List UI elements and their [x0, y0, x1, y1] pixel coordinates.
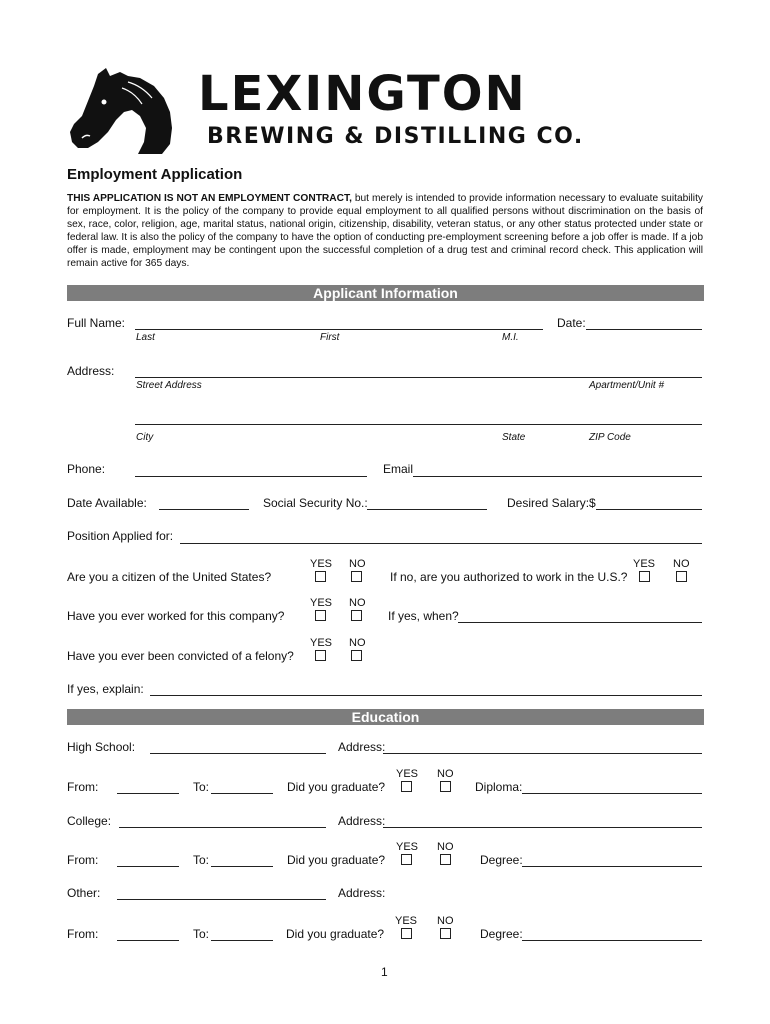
- hs-yes-label: YES: [396, 768, 419, 780]
- citizen-no-checkbox[interactable]: [351, 571, 362, 582]
- street-address-field[interactable]: [135, 377, 702, 378]
- felony-yes-label: YES: [310, 637, 333, 649]
- college-to-label: To:: [193, 853, 210, 867]
- hs-from-label: From:: [67, 780, 99, 794]
- authorized-no-label: NO: [673, 558, 690, 570]
- citizen-no-label: NO: [349, 558, 366, 570]
- college-to-field[interactable]: [211, 866, 273, 867]
- mi-label: M.I.: [502, 332, 519, 343]
- street-address-label: Street Address: [136, 380, 202, 391]
- college-from-label: From:: [67, 853, 99, 867]
- logo-title: LEXINGTON: [198, 66, 527, 122]
- diploma-label: Diploma:: [475, 780, 523, 794]
- felony-no-checkbox[interactable]: [351, 650, 362, 661]
- other-to-field[interactable]: [211, 940, 273, 941]
- city-label: City: [136, 432, 154, 443]
- college-yes-checkbox[interactable]: [401, 854, 412, 865]
- hs-yes-checkbox[interactable]: [401, 781, 412, 792]
- page-title: Employment Application: [67, 166, 243, 183]
- city-state-zip-field[interactable]: [135, 424, 702, 425]
- college-no-checkbox[interactable]: [440, 854, 451, 865]
- other-from-label: From:: [67, 927, 99, 941]
- other-field[interactable]: [117, 899, 326, 900]
- worked-no-checkbox[interactable]: [351, 610, 362, 621]
- authorized-question: If no, are you authorized to work in the U.S.?: [390, 570, 628, 584]
- desired-salary-label: Desired Salary:$: [507, 496, 596, 510]
- other-degree-field[interactable]: [522, 940, 702, 941]
- hs-graduate-question: Did you graduate?: [287, 780, 386, 794]
- logo-subtitle: BREWING & DISTILLING CO.: [207, 124, 584, 149]
- intro-paragraph: [67, 192, 703, 271]
- worked-yes-label: YES: [310, 597, 333, 609]
- state-label: State: [502, 432, 526, 443]
- college-graduate-question: Did you graduate?: [287, 853, 386, 867]
- other-no-label: NO: [437, 915, 454, 927]
- first-label: First: [320, 332, 340, 343]
- college-field[interactable]: [119, 827, 326, 828]
- hs-no-checkbox[interactable]: [440, 781, 451, 792]
- address-label: Address:: [67, 364, 115, 378]
- felony-no-label: NO: [349, 637, 366, 649]
- college-from-field[interactable]: [117, 866, 179, 867]
- other-from-field[interactable]: [117, 940, 179, 941]
- other-degree-label: Degree:: [480, 927, 523, 941]
- apartment-label: Apartment/Unit #: [589, 380, 665, 391]
- position-label: Position Applied for:: [67, 529, 174, 543]
- other-yes-checkbox[interactable]: [401, 928, 412, 939]
- full-name-field[interactable]: [135, 329, 543, 330]
- ssn-label: Social Security No.:: [263, 496, 368, 510]
- other-yes-label: YES: [395, 915, 418, 927]
- zip-label: ZIP Code: [589, 432, 631, 443]
- felony-yes-checkbox[interactable]: [315, 650, 326, 661]
- last-label: Last: [136, 332, 155, 343]
- date-label: Date:: [557, 316, 586, 330]
- applicant-section-header: Applicant Information: [67, 285, 704, 301]
- worked-yes-checkbox[interactable]: [315, 610, 326, 621]
- other-graduate-question: Did you graduate?: [286, 927, 385, 941]
- desired-salary-field[interactable]: [596, 509, 702, 510]
- authorized-yes-label: YES: [633, 558, 656, 570]
- college-address-label: Address:: [338, 814, 386, 828]
- citizen-yes-checkbox[interactable]: [315, 571, 326, 582]
- full-name-label: Full Name:: [67, 316, 126, 330]
- horse-logo: [68, 68, 176, 154]
- felony-question: Have you ever been convicted of a felony?: [67, 649, 294, 663]
- authorized-no-checkbox[interactable]: [676, 571, 687, 582]
- ssn-field[interactable]: [367, 509, 487, 510]
- high-school-address-field[interactable]: [383, 753, 702, 754]
- other-label: Other:: [67, 886, 101, 900]
- college-no-label: NO: [437, 841, 454, 853]
- hs-from-field[interactable]: [117, 793, 179, 794]
- other-address-label: Address:: [338, 886, 386, 900]
- college-label: College:: [67, 814, 112, 828]
- intro-text: but merely is intended to provide information necessary to evaluate suitability for employment. It is the policy of the company to provide equal employment to all qualified persons without discrimination on the basis of sex, race, color, religion, age, marital status, national origin, citizenship, disability, veteran status, or any other status protected under state or federal law. It is also the policy of the company to have the option of conducting pre-employment screening before a job offer is made. If a job offer is made, employment may be contingent upon the successful completion of a drug test and criminal record check. This application will remain active for 365 days.: [67, 193, 703, 270]
- authorized-yes-checkbox[interactable]: [639, 571, 650, 582]
- high-school-label: High School:: [67, 740, 136, 754]
- high-school-address-label: Address:: [338, 740, 386, 754]
- position-field[interactable]: [180, 543, 702, 544]
- high-school-field[interactable]: [150, 753, 326, 754]
- college-yes-label: YES: [396, 841, 419, 853]
- hs-to-label: To:: [193, 780, 210, 794]
- phone-field[interactable]: [135, 476, 367, 477]
- other-no-checkbox[interactable]: [440, 928, 451, 939]
- diploma-field[interactable]: [522, 793, 702, 794]
- when-field[interactable]: [458, 622, 702, 623]
- date-available-field[interactable]: [159, 509, 249, 510]
- college-degree-field[interactable]: [522, 866, 702, 867]
- citizen-question: Are you a citizen of the United States?: [67, 570, 272, 584]
- college-degree-label: Degree:: [480, 853, 523, 867]
- page-number: 1: [381, 965, 388, 979]
- college-address-field[interactable]: [383, 827, 702, 828]
- worked-question: Have you ever worked for this company?: [67, 609, 285, 623]
- email-label: Email: [383, 462, 414, 476]
- phone-label: Phone:: [67, 462, 106, 476]
- email-field[interactable]: [413, 476, 702, 477]
- date-available-label: Date Available:: [67, 496, 147, 510]
- citizen-yes-label: YES: [310, 558, 333, 570]
- hs-no-label: NO: [437, 768, 454, 780]
- hs-to-field[interactable]: [211, 793, 273, 794]
- education-section-header: Education: [67, 709, 704, 725]
- when-label: If yes, when?: [388, 609, 459, 623]
- intro-bold: THIS APPLICATION IS NOT AN EMPLOYMENT CONTRACT,: [67, 193, 352, 204]
- date-field[interactable]: [586, 329, 702, 330]
- explain-label: If yes, explain:: [67, 682, 144, 696]
- explain-field[interactable]: [150, 695, 702, 696]
- worked-no-label: NO: [349, 597, 366, 609]
- other-to-label: To:: [193, 927, 210, 941]
